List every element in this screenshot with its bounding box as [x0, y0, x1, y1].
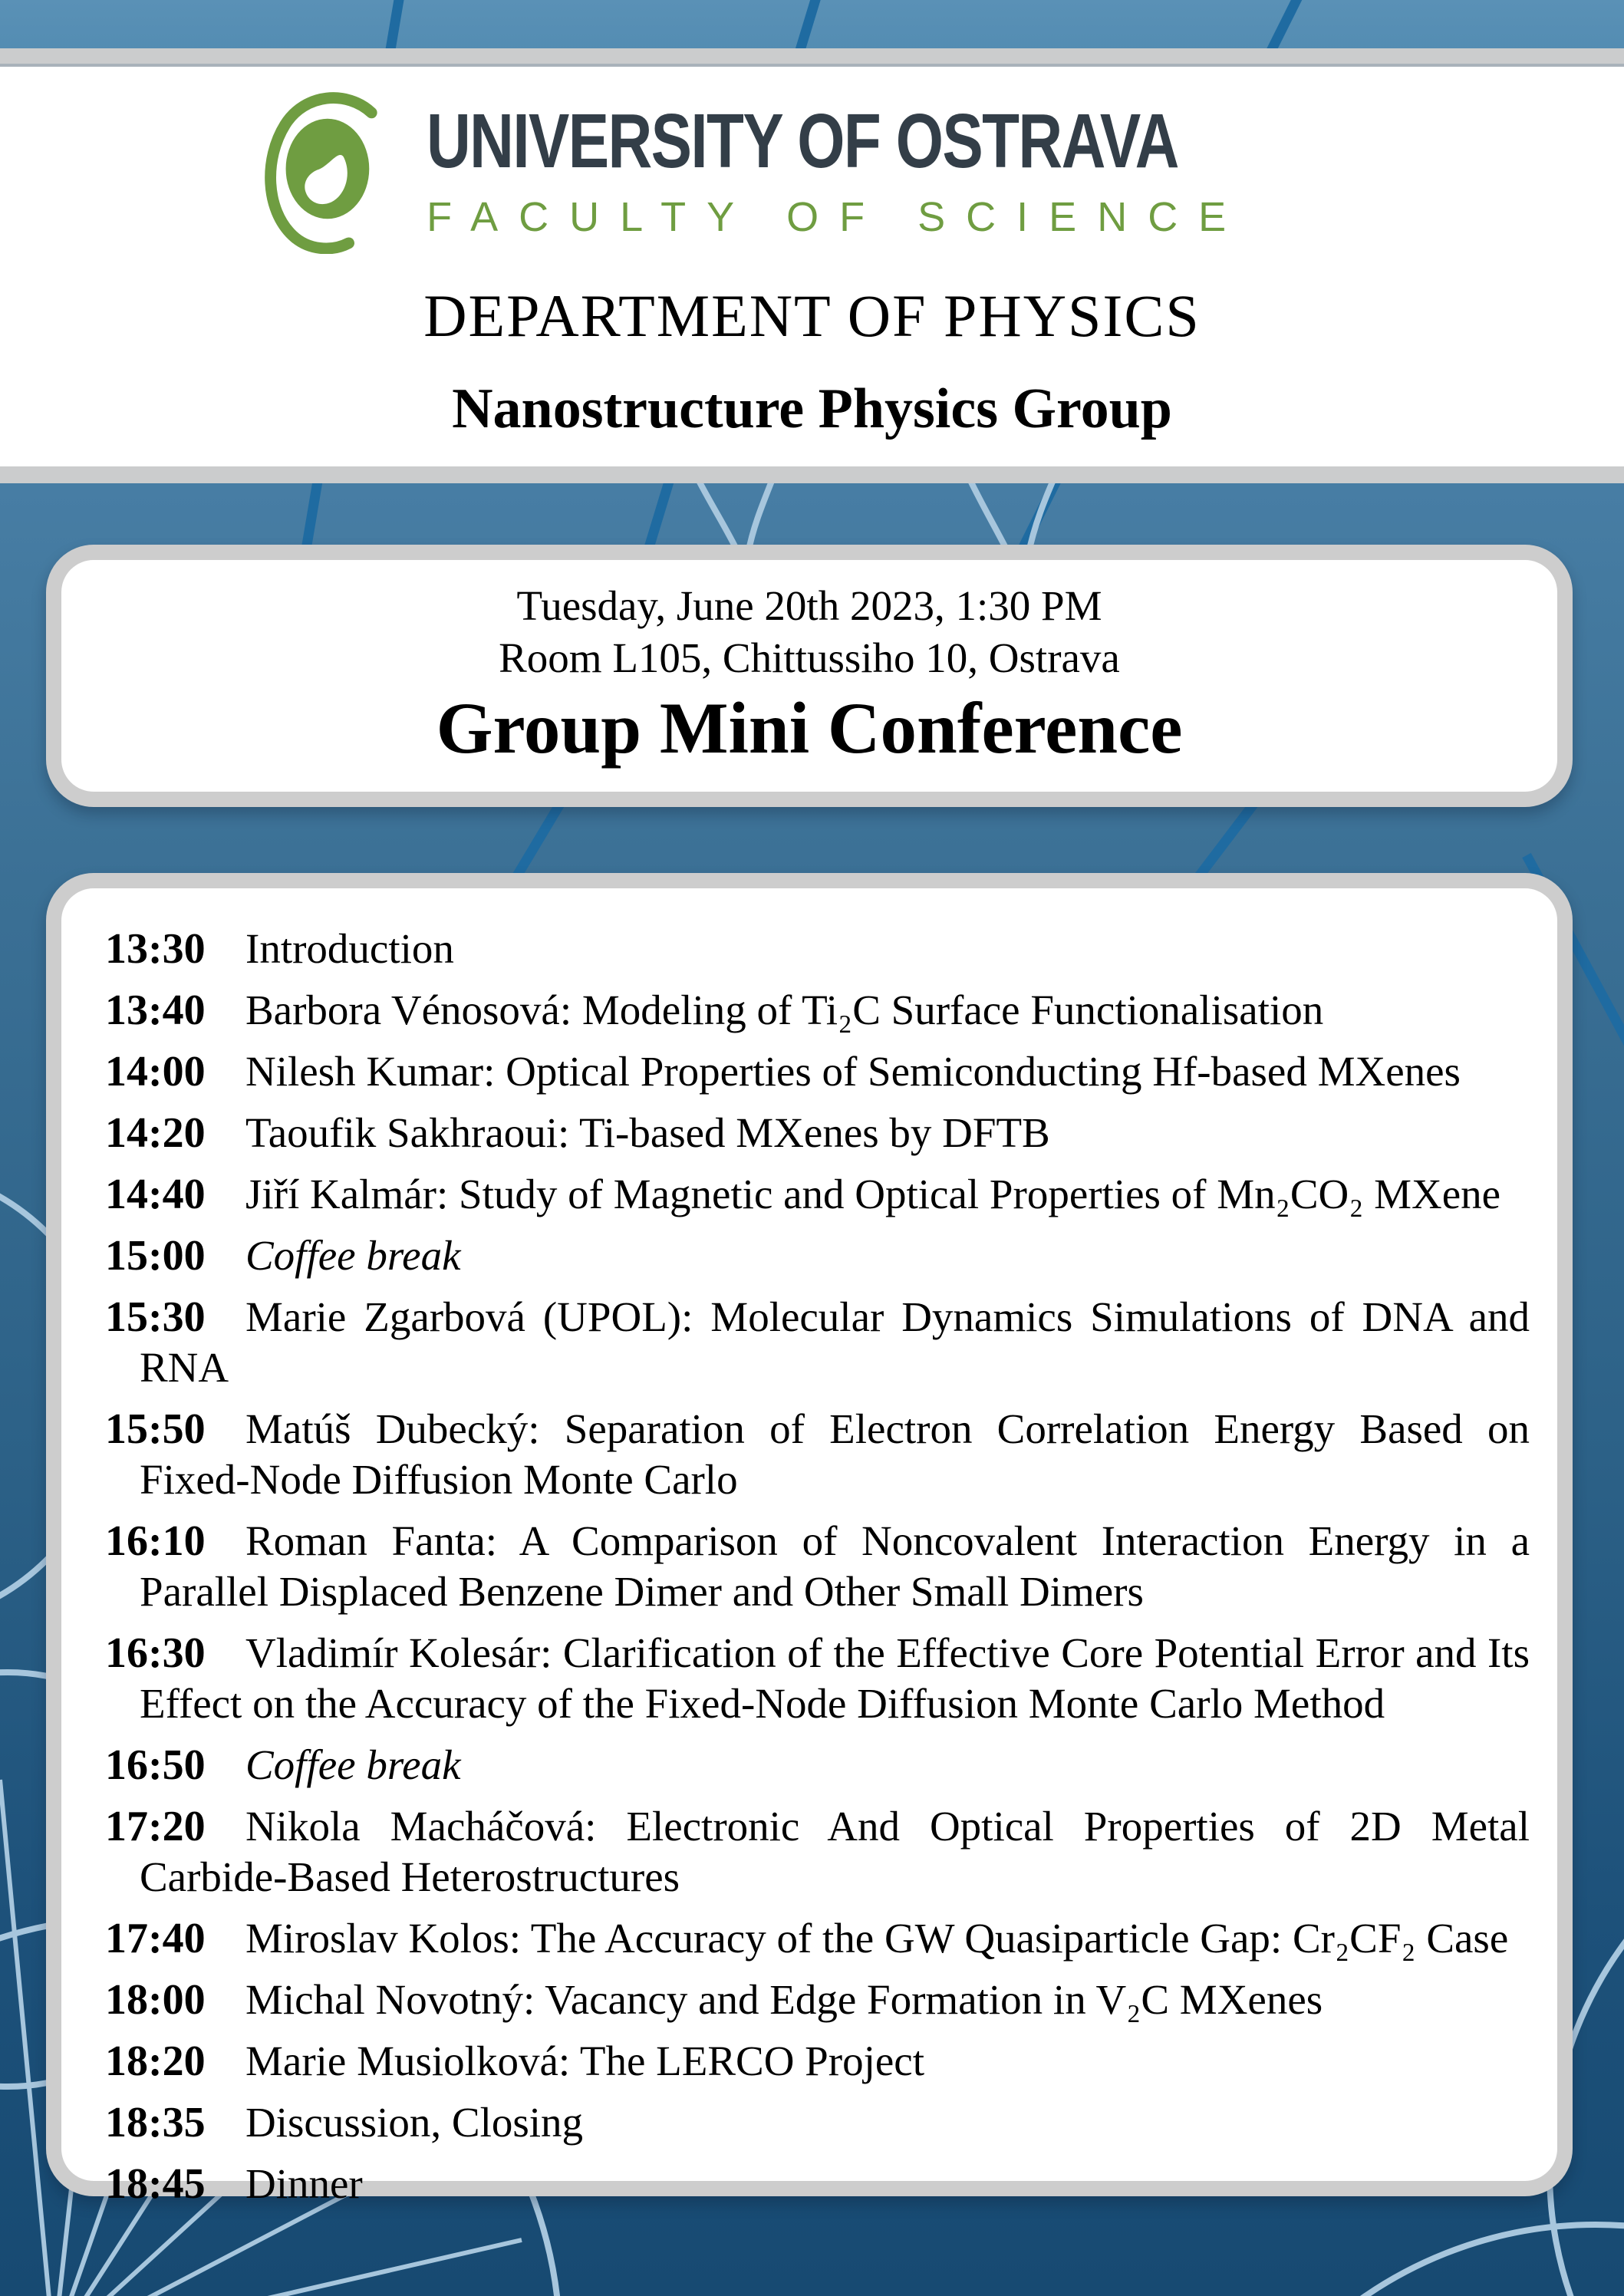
schedule-item-time: 13:40 [105, 987, 206, 1034]
schedule-item [105, 1230, 1530, 1281]
schedule-item-text: Vladimír Kolesár: Clarification of the Effective Core Potential Error and Its Effect on the Accuracy of the Fixed-Node Diffusion Monte Carlo Method [140, 1629, 1530, 1727]
schedule-item-text: Marie Musiolková: The LERCO Project [245, 2037, 924, 2084]
schedule-item-time: 17:40 [105, 1915, 206, 1962]
schedule-card [46, 873, 1573, 2208]
schedule-item-time: 14:00 [105, 1048, 206, 1095]
logo-university-name: UNIVERSITY OF OSTRAVA [427, 98, 1178, 184]
schedule-item-text: Matúš Dubecký: Separation of Electron Correlation Energy Based on Fixed-Node Diffusion Monte Carlo [140, 1405, 1530, 1503]
group-title: Nanostructure Physics Group [452, 377, 1172, 440]
schedule-item-time: 17:20 [105, 1803, 206, 1850]
schedule-item-text: Michal Novotný: Vacancy and Edge Formation in V₂C MXenes [245, 1976, 1323, 2023]
schedule-item-text: Taoufik Sakhraoui: Ti-based MXenes by DFTB [245, 1109, 1050, 1156]
schedule-item-text: Dinner [245, 2160, 363, 2207]
top-gray-strip [0, 48, 1624, 67]
schedule-item-time: 14:40 [105, 1171, 206, 1218]
schedule-item [105, 1292, 1530, 1393]
schedule-item-text: Nikola Macháčová: Electronic And Optical Properties of 2D Metal Carbide-Based Heterostructures [140, 1803, 1530, 1900]
schedule-item-text: Coffee break [245, 1232, 461, 1279]
schedule-item [105, 1975, 1530, 2025]
schedule-item-time: 16:50 [105, 1741, 206, 1789]
schedule-item-text: Miroslav Kolos: The Accuracy of the GW Quasiparticle Gap: Cr₂CF₂ Case [245, 1915, 1509, 1962]
schedule-item [105, 1516, 1530, 1617]
schedule-item-text: Introduction [245, 925, 454, 972]
schedule-item [105, 1740, 1530, 1790]
schedule-item-time: 18:00 [105, 1976, 206, 2024]
event-title: Group Mini Conference [436, 687, 1183, 769]
schedule-item [105, 2036, 1530, 2087]
schedule-item [105, 1801, 1530, 1902]
schedule-item [105, 1046, 1530, 1097]
schedule-item-time: 16:10 [105, 1517, 206, 1565]
department-title: DEPARTMENT OF PHYSICS [423, 282, 1201, 349]
schedule-item-time: 16:30 [105, 1629, 206, 1677]
schedule-item-text: Barbora Vénosová: Modeling of Ti₂C Surface Functionalisation [245, 987, 1324, 1033]
schedule-list [61, 888, 1557, 2209]
schedule-item-time: 15:30 [105, 1293, 206, 1341]
university-logo [258, 87, 1366, 254]
schedule-item-text: Nilesh Kumar: Optical Properties of Semiconducting Hf-based MXenes [245, 1048, 1461, 1095]
schedule-item-time: 15:00 [105, 1232, 206, 1280]
schedule-item-time: 18:35 [105, 2099, 206, 2146]
schedule-item-text: Jiří Kalmár: Study of Magnetic and Optical Properties of Mn₂CO₂ MXene [245, 1171, 1501, 1217]
schedule-item-text: Marie Zgarbová (UPOL): Molecular Dynamics Simulations of DNA and RNA [140, 1293, 1530, 1391]
event-location: Room L105, Chittussiho 10, Ostrava [499, 634, 1120, 681]
schedule-item-time: 18:45 [105, 2160, 206, 2208]
header-band [0, 67, 1624, 466]
schedule-item [105, 2097, 1530, 2148]
event-datetime: Tuesday, June 20th 2023, 1:30 PM [516, 582, 1102, 629]
schedule-item [105, 985, 1530, 1036]
schedule-item [105, 1169, 1530, 1220]
header-bottom-gray-strip [0, 466, 1624, 483]
event-card [46, 545, 1573, 807]
schedule-item-text: Discussion, Closing [245, 2099, 584, 2146]
schedule-item-time: 15:50 [105, 1405, 206, 1453]
schedule-item-text: Coffee break [245, 1741, 461, 1788]
schedule-item [105, 1913, 1530, 1964]
university-logo-mark-icon [258, 87, 387, 254]
schedule-item [105, 1404, 1530, 1505]
schedule-item [105, 1628, 1530, 1729]
logo-wordmark [427, 98, 1366, 240]
schedule-item-text: Roman Fanta: A Comparison of Noncovalent Interaction Energy in a Parallel Displaced Benzene Dimer and Other Small Dimers [140, 1517, 1530, 1615]
schedule-item [105, 1108, 1530, 1158]
schedule-item-time: 14:20 [105, 1109, 206, 1157]
logo-faculty-name: FACULTY OF SCIENCE [427, 194, 1247, 240]
schedule-item [105, 2159, 1530, 2209]
schedule-item [105, 924, 1530, 974]
schedule-item-time: 13:30 [105, 925, 206, 973]
schedule-item-time: 18:20 [105, 2037, 206, 2085]
